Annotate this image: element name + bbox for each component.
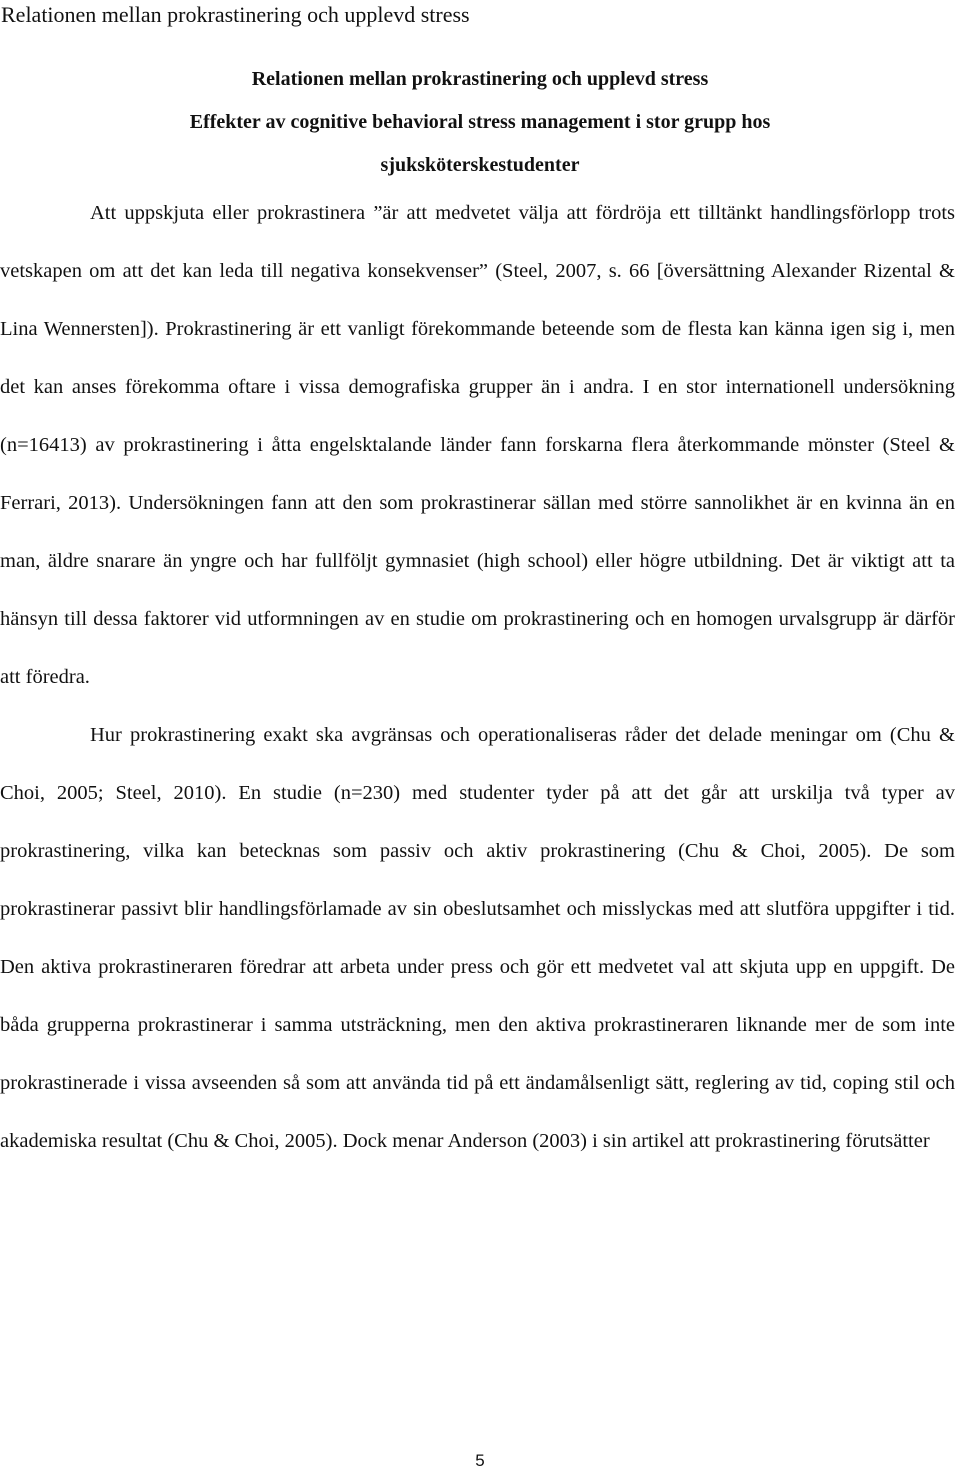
main-title: Relationen mellan prokrastinering och upplevd stress <box>251 68 709 90</box>
page-number: 5 <box>475 1451 485 1470</box>
title-block <box>0 58 960 187</box>
paragraph-2: Hur prokrastinering exakt ska avgränsas och operationaliseras råder det delade meningar om (Chu & Choi, 2005; Steel, 2010). En studie (n=230) med studenter tyder på att det går att urskilja två typer av prokrastinering, vilka kan betecknas som passiv och aktiv prokrastinering (Chu & Choi, 2005). De som prokrastinerar passivt blir handlingsförlamade av sin obeslutsamhet och misslyckas med att slutföra uppgifter i tid. Den aktiva prokrastineraren föredrar att arbeta under press och gör ett medvetet val att skjuta upp en uppgift. De båda grupperna prokrastinerar i samma utsträckning, men den aktiva prokrastineraren liknande mer de som inte prokrastinerade i vissa avseenden så som att använda tid på ett ändamålsenligt sätt, reglering av tid, coping stil och akademiska resultat (Chu & Choi, 2005). Dock menar Anderson (2003) i sin artikel att prokrastinering förutsätter <box>0 724 955 1152</box>
paragraph-1: Att uppskjuta eller prokrastinera ”är att medvetet välja att fördröja ett tilltänkt handlingsförlopp trots vetskapen om att det kan leda till negativa konsekvenser” (Steel, 2007, s. 66 [översättning Alexander Rizental & Lina Wennersten]). Prokrastinering är ett vanligt förekommande beteende som de flesta kan känna igen sig i, men det kan anses förekomma oftare i vissa demografiska grupper än i andra. I en stor internationell undersökning (n=16413) av prokrastinering i åtta engelsktalande länder fann forskarna flera återkommande mönster (Steel & Ferrari, 2013). Undersökningen fann att den som prokrastinerar sällan med större sannolikhet är en kvinna än en man, äldre snarare än yngre och har fullföljt gymnasiet (high school) eller högre utbildning. Det är viktigt att ta hänsyn till dessa faktorer vid utformningen av en studie om prokrastinering och en homogen urvalsgrupp är därför att föredra. <box>0 202 955 688</box>
body-text <box>0 184 955 1170</box>
subtitle-line-1: Effekter av cognitive behavioral stress management i stor grupp hos <box>189 111 771 133</box>
subtitle-line-2: sjuksköterskestudenter <box>380 154 580 176</box>
running-header: Relationen mellan prokrastinering och upplevd stress <box>1 2 470 27</box>
